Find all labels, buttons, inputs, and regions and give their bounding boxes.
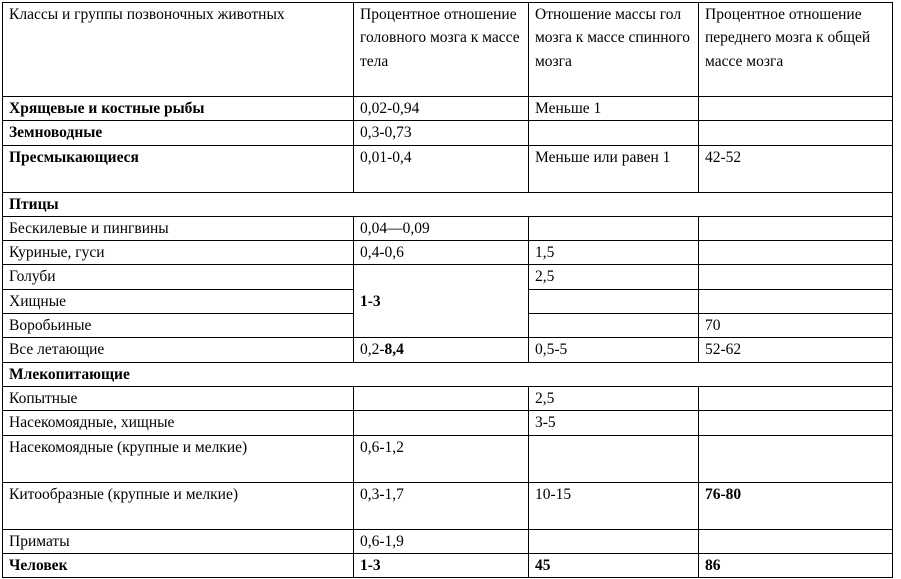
- forebrain-cell: 76-80: [699, 482, 893, 529]
- brain-spinal-cell: [529, 121, 699, 145]
- table-row: [3, 241, 893, 265]
- forebrain-cell: [699, 265, 893, 289]
- forebrain-cell: [699, 435, 893, 482]
- brain-spinal-cell: [529, 435, 699, 482]
- brain-body-cell: [354, 338, 529, 362]
- forebrain-cell: 52-62: [699, 338, 893, 362]
- group-name-cell: Китообразные (крупные и мелкие): [3, 482, 354, 529]
- group-name-cell: Все летающие: [3, 338, 354, 362]
- brain-spinal-cell: 10-15: [529, 482, 699, 529]
- group-name-cell: Копытные: [3, 386, 354, 410]
- forebrain-cell: [699, 241, 893, 265]
- forebrain-cell: 70: [699, 314, 893, 338]
- vertebrate-brain-table: [2, 2, 893, 578]
- comparison-table-document: [2, 2, 893, 578]
- forebrain-cell: 42-52: [699, 145, 893, 192]
- section-heading: Птицы: [3, 192, 893, 216]
- table-row: [3, 411, 893, 435]
- brain-spinal-cell: Меньше или равен 1: [529, 145, 699, 192]
- table-row: [3, 145, 893, 192]
- brain-spinal-cell: 0,5-5: [529, 338, 699, 362]
- group-name-cell: Голуби: [3, 265, 354, 289]
- brain-spinal-cell: 2,5: [529, 265, 699, 289]
- table-row: [3, 482, 893, 529]
- brain-body-cell: 0,3-0,73: [354, 121, 529, 145]
- brain-body-merged-cell: 1-3: [354, 265, 529, 338]
- brain-spinal-cell: Меньше 1: [529, 97, 699, 121]
- forebrain-cell: [699, 411, 893, 435]
- forebrain-cell: 86: [699, 553, 893, 577]
- brain-spinal-cell: [529, 314, 699, 338]
- brain-body-cell: 0,3-1,7: [354, 482, 529, 529]
- brain-body-cell: 0,02-0,94: [354, 97, 529, 121]
- section-row-mammals: [3, 362, 893, 386]
- forebrain-cell: [699, 121, 893, 145]
- brain-spinal-cell: 2,5: [529, 386, 699, 410]
- table-row: [3, 386, 893, 410]
- brain-body-cell: 0,6-1,2: [354, 435, 529, 482]
- group-name-cell: Хищные: [3, 289, 354, 313]
- brain-body-cell: 0,01-0,4: [354, 145, 529, 192]
- group-name-cell: Насекомоядные, хищные: [3, 411, 354, 435]
- group-name-cell: Хрящевые и костные рыбы: [3, 97, 354, 121]
- header-cell: Отношение массы гол мозга к массе спинного мозга: [529, 3, 699, 97]
- brain-body-range-start: 0,2-: [360, 341, 385, 359]
- table-row: [3, 338, 893, 362]
- header-cell: Классы и группы позвоночных животных: [3, 3, 354, 97]
- brain-body-range-end: 8,4: [384, 341, 404, 359]
- table-row: [3, 216, 893, 240]
- forebrain-cell: [699, 97, 893, 121]
- group-name-cell: Приматы: [3, 529, 354, 553]
- brain-spinal-cell: [529, 216, 699, 240]
- table-row: [3, 121, 893, 145]
- brain-body-cell: 0,4-0,6: [354, 241, 529, 265]
- group-name-cell: Воробьиные: [3, 314, 354, 338]
- brain-spinal-cell: [529, 289, 699, 313]
- header-cell: Процентное отношение переднего мозга к общей массе мозга: [699, 3, 893, 97]
- group-name-cell: Человек: [3, 553, 354, 577]
- brain-spinal-cell: [529, 529, 699, 553]
- group-name-cell: Пресмыкающиеся: [3, 145, 354, 192]
- forebrain-cell: [699, 386, 893, 410]
- group-name-cell: Земноводные: [3, 121, 354, 145]
- brain-body-cell: [354, 386, 529, 410]
- header-cell: Процентное отношение головного мозга к массе тела: [354, 3, 529, 97]
- forebrain-cell: [699, 289, 893, 313]
- section-heading: Млекопитающие: [3, 362, 893, 386]
- table-row: [3, 553, 893, 577]
- forebrain-cell: [699, 216, 893, 240]
- section-row-birds: [3, 192, 893, 216]
- forebrain-cell: [699, 529, 893, 553]
- brain-body-cell: 1-3: [354, 553, 529, 577]
- table-row: [3, 529, 893, 553]
- group-name-cell: Насекомоядные (крупные и мелкие): [3, 435, 354, 482]
- brain-spinal-cell: 3-5: [529, 411, 699, 435]
- group-name-cell: Куриные, гуси: [3, 241, 354, 265]
- brain-spinal-cell: 1,5: [529, 241, 699, 265]
- table-header-row: [3, 3, 893, 97]
- table-row: [3, 97, 893, 121]
- brain-spinal-cell: 45: [529, 553, 699, 577]
- table-row: [3, 265, 893, 289]
- brain-body-cell: 0,04—0,09: [354, 216, 529, 240]
- brain-body-cell: 0,6-1,9: [354, 529, 529, 553]
- brain-body-cell: [354, 411, 529, 435]
- table-row: [3, 435, 893, 482]
- group-name-cell: Бескилевые и пингвины: [3, 216, 354, 240]
